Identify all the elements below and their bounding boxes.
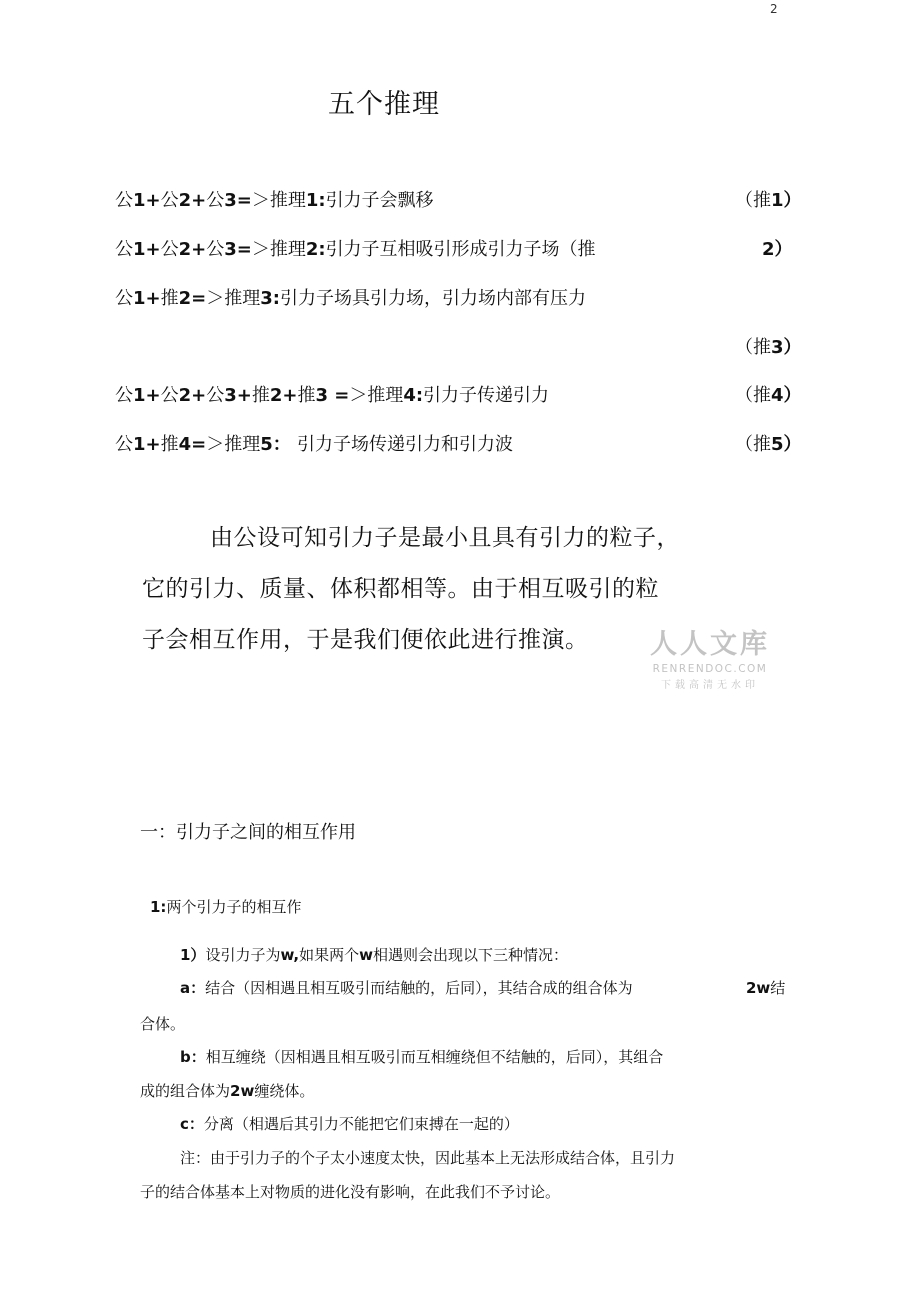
- inference-4-tag: （推4）: [735, 385, 802, 406]
- inference-3: 公1+推2=＞推理3:引力子场具引力场，引力场内部有压力: [115, 288, 586, 309]
- watermark-domain: RENRENDOC.COM: [652, 663, 768, 675]
- inference-5-tag: （推5）: [735, 434, 802, 455]
- inference-3-tag: （推3）: [735, 337, 802, 358]
- watermark-brand: 人人文库: [650, 629, 770, 660]
- body-line-2-end: 2w结: [746, 979, 786, 997]
- page-title: 五个推理: [328, 89, 440, 120]
- intro-line-1: 由公设可知引力子是最小且具有引力的粒子，: [210, 525, 680, 551]
- body-line-1: 1）设引力子为w,如果两个w相遇则会出现以下三种情况：: [180, 946, 568, 964]
- watermark-logo: [645, 622, 775, 691]
- inference-2: 公1+公2+公3=＞推理2:引力子互相吸引形成引力子场（推: [115, 239, 596, 260]
- inference-2-tag: 2）: [762, 239, 793, 260]
- body-line-2: a：结合（因相遇且相互吸引而结触的，后同），其结合成的组合体为: [180, 979, 633, 997]
- body-line-7: 注：由于引力子的个子太小速度太快，因此基本上无法形成结合体，且引力: [180, 1149, 676, 1167]
- page-number: 2: [770, 2, 778, 16]
- watermark-slogan: 下载高清无水印: [661, 680, 759, 691]
- section-heading: 一：引力子之间的相互作用: [140, 822, 356, 843]
- body-line-6: c：分离（相遇后其引力不能把它们束搏在一起的）: [180, 1115, 519, 1133]
- body-line-5: 成的组合体为2w缠绕体。: [140, 1082, 315, 1100]
- body-line-3: 合体。: [140, 1015, 186, 1033]
- inference-1-tag: （推1）: [735, 190, 802, 211]
- subsection-heading: 1:两个引力子的相互作: [150, 898, 302, 916]
- intro-line-2: 它的引力、质量、体积都相等。由于相互吸引的粒: [142, 576, 659, 602]
- body-line-4: b：相互缠绕（因相遇且相互吸引而互相缠绕但不结触的，后同），其组合: [180, 1048, 664, 1066]
- inference-1: 公1+公2+公3=＞推理1:引力子会飘移: [115, 190, 434, 211]
- inference-5: 公1+推4=＞推理5： 引力子场传递引力和引力波: [115, 434, 514, 455]
- body-line-8: 子的结合体基本上对物质的进化没有影响，在此我们不予讨论。: [140, 1183, 561, 1201]
- inference-4: 公1+公2+公3+推2+推3 =＞推理4:引力子传递引力: [115, 385, 550, 406]
- intro-line-3: 子会相互作用，于是我们便依此进行推演。: [142, 627, 589, 653]
